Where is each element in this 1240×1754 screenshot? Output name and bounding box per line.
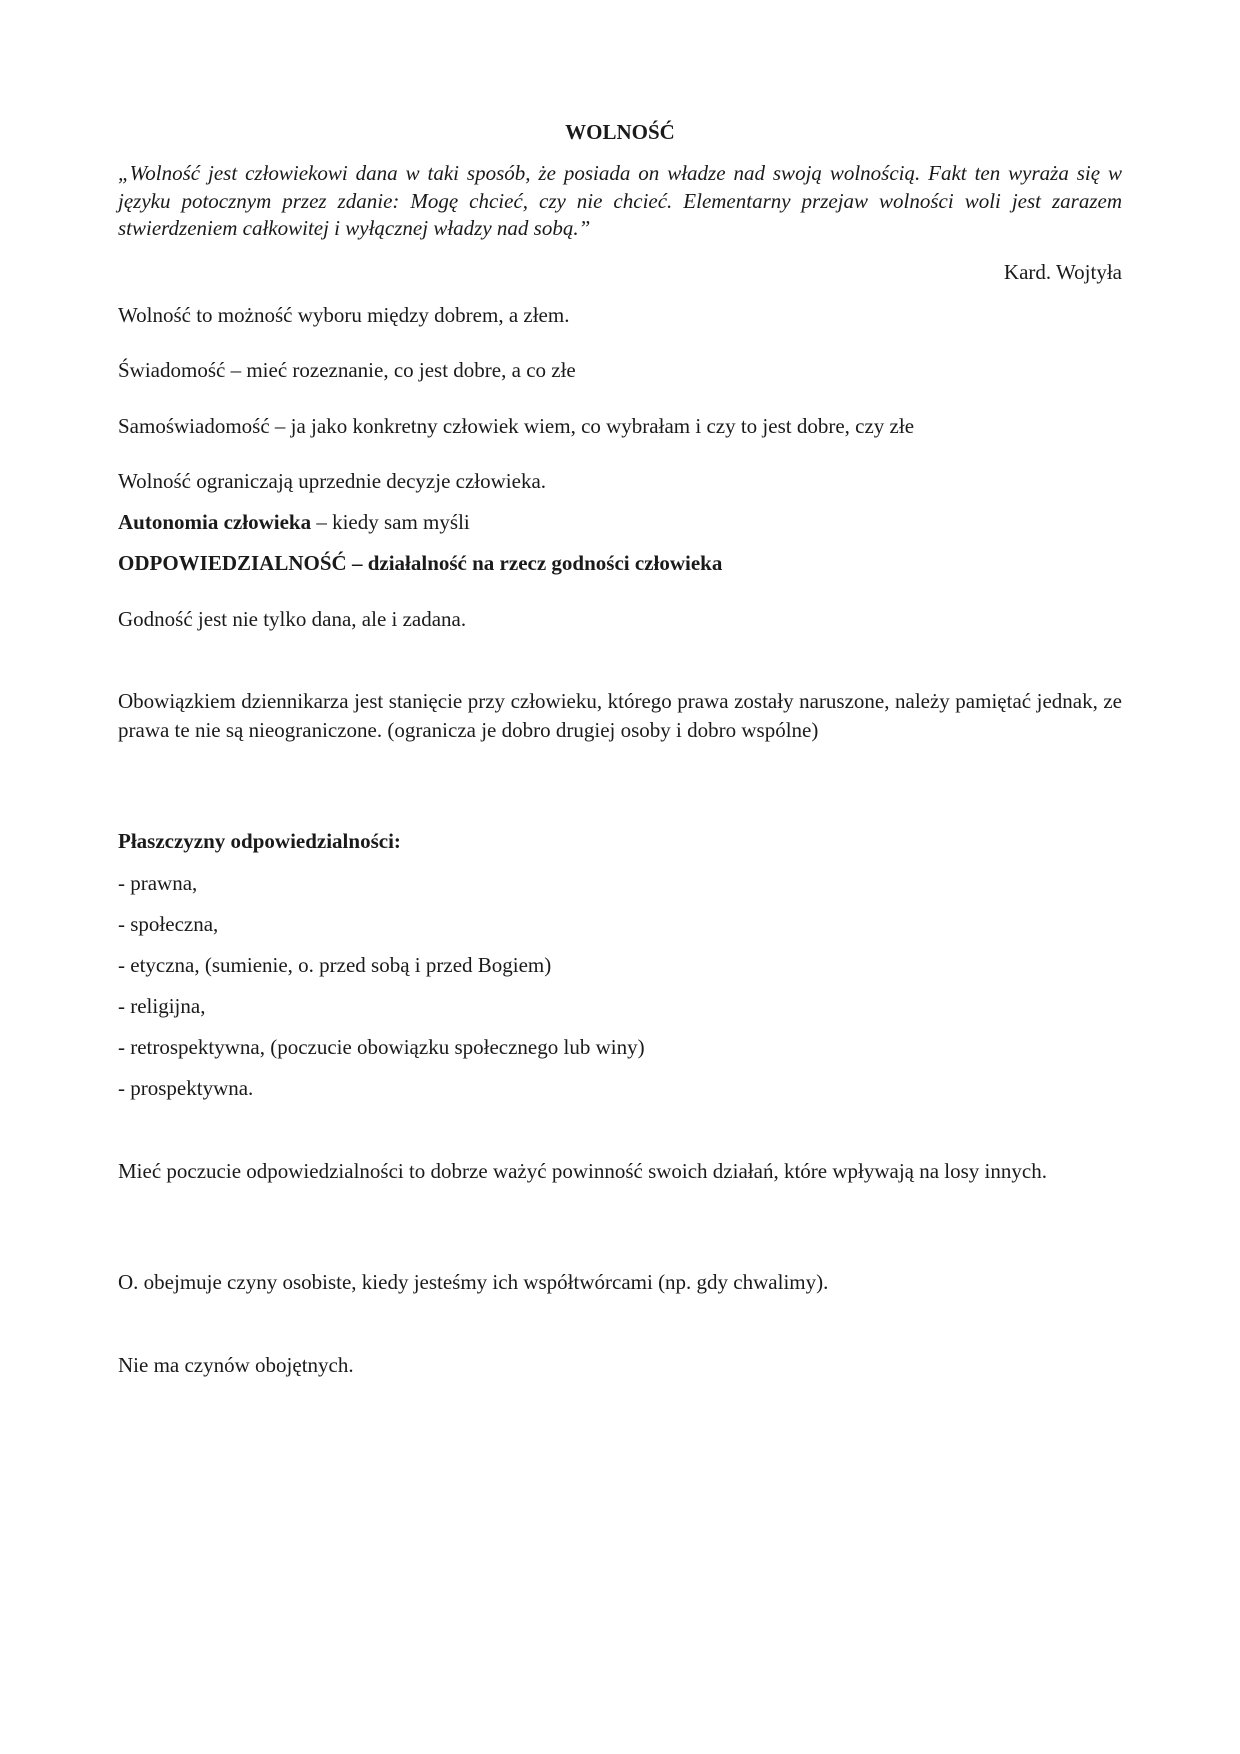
journalist-paragraph: Obowiązkiem dziennikarza jest stanięcie przy człowieku, którego prawa zostały naruszone, należy pamiętać jednak, ze prawa te nie są nieograniczone. (ogranicza je dobro drugiej osoby i dobro wspólne) (118, 689, 1122, 742)
awareness-definition: Świadomość – mieć rozeznanie, co jest dobre, a co złe (118, 358, 576, 382)
list-item-social: - społeczna, (118, 912, 219, 936)
autonomy-term: Autonomia człowieka (118, 510, 312, 534)
freedom-definition: Wolność to możność wyboru między dobrem, a złem. (118, 303, 570, 327)
freedom-limits: Wolność ograniczają uprzednie decyzje człowieka. (118, 469, 547, 493)
autonomy-definition: – kiedy sam myśli (311, 510, 470, 534)
list-item-prospective: - prospektywna. (118, 1076, 254, 1100)
responsibility-heading: ODPOWIEDZIALNOŚĆ – działalność na rzecz godności człowieka (118, 551, 723, 575)
self-awareness-definition: Samoświadomość – ja jako konkretny człowiek wiem, co wybrałam i czy to jest dobre, czy złe (118, 414, 915, 438)
list-item-religious: - religijna, (118, 994, 206, 1018)
list-item-ethical: - etyczna, (sumienie, o. przed sobą i przed Bogiem) (118, 953, 552, 977)
personal-acts-line: O. obejmuje czyny osobiste, kiedy jesteśmy ich współtwórcami (np. gdy chwalimy). (118, 1270, 829, 1294)
document-title: WOLNOŚĆ (565, 120, 675, 144)
quote-paragraph: „Wolność jest człowiekowi dana w taki sposób, że posiada on władze nad swoją wolnością. Fakt ten wyraża się w języku potocznym przez zdanie: Mogę chcieć, czy nie chcieć. Elementarny przejaw wolności woli jest zarazem stwierdzeniem całkowitej i wyłącznej władzy nad sobą.” (118, 161, 1122, 240)
list-item-retrospective: - retrospektywna, (poczucie obowiązku społecznego lub winy) (118, 1035, 645, 1059)
planes-heading: Płaszczyzny odpowiedzialności: (118, 829, 401, 853)
sense-of-responsibility-paragraph: Mieć poczucie odpowiedzialności to dobrze ważyć powinność swoich działań, które wpływają na losy innych. (118, 1159, 1047, 1183)
autonomy-line (118, 508, 470, 536)
quote-author: Kard. Wojtyła (1003, 260, 1122, 284)
final-line: Nie ma czynów obojętnych. (118, 1353, 354, 1377)
dignity-line: Godność jest nie tylko dana, ale i zadana. (118, 607, 467, 631)
list-item-legal: - prawna, (118, 871, 198, 895)
